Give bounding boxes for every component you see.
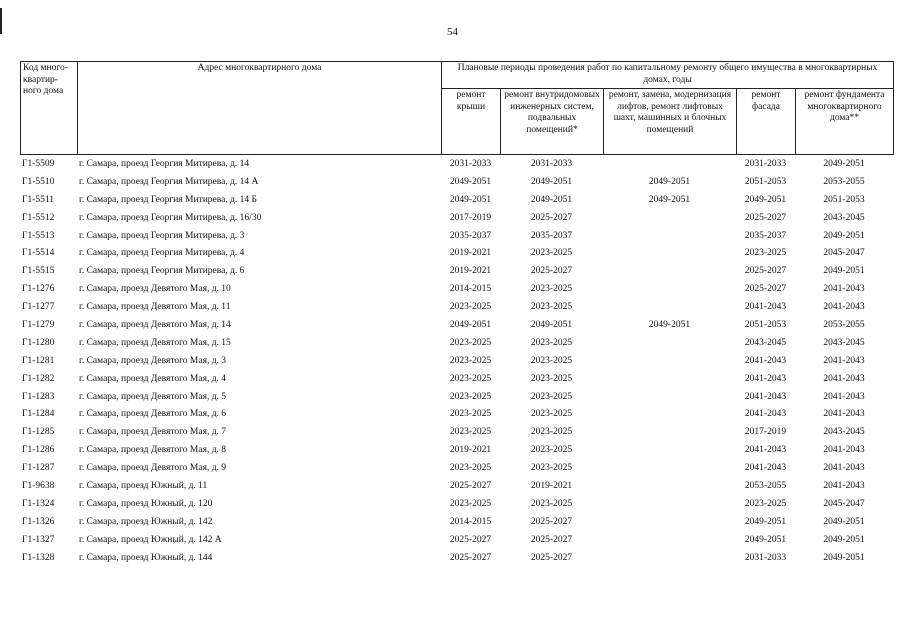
elevators-period-cell [603,495,736,513]
table-row [20,155,893,173]
table-row [20,477,893,495]
house-code-cell: Г1-1284 [22,409,55,420]
house-code-cell: Г1-1277 [22,302,55,313]
house-code-cell: Г1-1324 [22,498,55,509]
facade-period-cell: 2035-2037 [744,230,787,241]
foundation-period-cell: 2043-2045 [823,212,865,223]
house-code-cell: Г1-5514 [22,248,55,259]
address-cell: г. Самара, проезд Южный, д. 142 А [79,534,222,545]
elevators-period-cell [603,227,736,245]
systems-period-cell: 2025-2027 [530,266,573,277]
address-cell: г. Самара, проезд Девятого Мая, д. 9 [79,463,227,474]
systems-period-cell: 2023-2025 [530,409,573,420]
facade-period-cell: 2041-2043 [744,373,787,384]
table-row [20,173,893,191]
facade-period-cell: 2041-2043 [744,355,787,366]
address-cell: г. Самара, проезд Девятого Мая, д. 14 [79,319,231,330]
systems-period-cell: 2019-2021 [530,480,573,491]
header-facade: ремонт фасада [737,89,796,155]
elevators-period-cell [603,513,736,531]
house-code-cell: Г1-1285 [22,427,55,438]
elevators-period-cell: 2049-2051 [648,176,691,187]
table-row [20,298,893,316]
elevators-period-cell [603,298,736,316]
systems-period-cell: 2049-2051 [530,176,573,187]
systems-period-cell: 2023-2025 [530,337,573,348]
facade-period-cell: 2049-2051 [744,194,787,205]
roof-period-cell: 2023-2025 [449,302,492,313]
table-header [20,61,894,155]
roof-period-cell: 2023-2025 [449,409,492,420]
house-code-cell: Г1-1326 [22,516,55,527]
address-cell: г. Самара, проезд Девятого Мая, д. 11 [79,302,231,313]
roof-period-cell: 2023-2025 [449,337,492,348]
house-code-cell: Г1-5515 [22,266,55,277]
table-row [20,423,893,441]
house-code-cell: Г1-1279 [22,319,55,330]
roof-period-cell: 2019-2021 [449,248,492,259]
facade-period-cell: 2049-2051 [744,516,787,527]
capital-repair-table [20,61,893,566]
table-row [20,531,893,549]
roof-period-cell: 2023-2025 [449,463,492,474]
house-code-cell: Г1-1280 [22,337,55,348]
address-cell: г. Самара, проезд Девятого Мая, д. 10 [79,284,231,295]
systems-period-cell: 2025-2027 [530,534,573,545]
foundation-period-cell: 2045-2047 [823,248,865,259]
address-cell: г. Самара, проезд Южный, д. 11 [79,480,208,491]
house-code-cell: Г1-1282 [22,373,55,384]
systems-period-cell: 2023-2025 [530,391,573,402]
facade-period-cell: 2031-2033 [744,158,787,169]
address-cell: г. Самара, проезд Георгия Митирева, д. 14 Б [79,194,258,205]
address-cell: г. Самара, проезд Георгия Митирева, д. 16/30 [79,212,262,223]
address-cell: г. Самара, проезд Южный, д. 144 [79,552,213,563]
roof-period-cell: 2049-2051 [449,176,492,187]
foundation-period-cell: 2049-2051 [823,266,865,277]
systems-period-cell: 2025-2027 [530,212,573,223]
header-elevators: ремонт, замена, модернизация лифтов, ремонт лифтовых шахт, машинных и блочных помещений [604,89,737,155]
facade-period-cell: 2051-2053 [744,319,787,330]
table-row [20,227,893,245]
elevators-period-cell [603,334,736,352]
elevators-period-cell [603,388,736,406]
foundation-period-cell: 2041-2043 [823,355,865,366]
house-code-cell: Г1-5511 [22,194,55,205]
foundation-period-cell: 2041-2043 [823,445,865,456]
roof-period-cell: 2023-2025 [449,498,492,509]
facade-period-cell: 2023-2025 [744,248,787,259]
systems-period-cell: 2023-2025 [530,498,573,509]
foundation-period-cell: 2041-2043 [823,302,865,313]
house-code-cell: Г1-1286 [22,445,55,456]
foundation-period-cell: 2043-2045 [823,337,865,348]
foundation-period-cell: 2053-2055 [823,319,865,330]
systems-period-cell: 2023-2025 [530,445,573,456]
systems-period-cell: 2031-2033 [530,158,573,169]
foundation-period-cell: 2049-2051 [823,230,865,241]
header-roof: ремонт крыши [442,89,501,155]
elevators-period-cell [603,352,736,370]
table-row [20,549,893,567]
facade-period-cell: 2017-2019 [744,427,787,438]
roof-period-cell: 2031-2033 [449,158,492,169]
facade-period-cell: 2049-2051 [744,534,787,545]
foundation-period-cell: 2041-2043 [823,480,865,491]
address-cell: г. Самара, проезд Девятого Мая, д. 5 [79,391,227,402]
roof-period-cell: 2025-2027 [449,480,492,491]
table-row [20,316,893,334]
page-number: 54 [447,26,458,38]
address-cell: г. Самара, проезд Девятого Мая, д. 7 [79,427,227,438]
table-row [20,262,893,280]
facade-period-cell: 2041-2043 [744,302,787,313]
address-cell: г. Самара, проезд Южный, д. 120 [79,498,213,509]
elevators-period-cell [603,441,736,459]
address-cell: г. Самара, проезд Южный, д. 142 [79,516,213,527]
elevators-period-cell [603,280,736,298]
foundation-period-cell: 2041-2043 [823,409,865,420]
address-cell: г. Самара, проезд Девятого Мая, д. 8 [79,445,227,456]
facade-period-cell: 2025-2027 [744,266,787,277]
roof-period-cell: 2025-2027 [449,534,492,545]
roof-period-cell: 2023-2025 [449,391,492,402]
address-cell: г. Самара, проезд Георгия Митирева, д. 14 А [79,176,259,187]
foundation-period-cell: 2049-2051 [823,552,865,563]
systems-period-cell: 2023-2025 [530,248,573,259]
facade-period-cell: 2041-2043 [744,391,787,402]
house-code-cell: Г1-1287 [22,463,55,474]
facade-period-cell: 2023-2025 [744,498,787,509]
systems-period-cell: 2023-2025 [530,302,573,313]
foundation-period-cell: 2051-2053 [823,194,865,205]
table-row [20,191,893,209]
facade-period-cell: 2051-2053 [744,176,787,187]
roof-period-cell: 2014-2015 [449,516,492,527]
elevators-period-cell: 2049-2051 [648,194,691,205]
systems-period-cell: 2049-2051 [530,194,573,205]
systems-period-cell: 2023-2025 [530,463,573,474]
house-code-cell: Г1-1327 [22,534,55,545]
foundation-period-cell: 2049-2051 [823,534,865,545]
house-code-cell: Г1-5513 [22,230,55,241]
table-row [20,352,893,370]
elevators-period-cell [603,405,736,423]
systems-period-cell: 2035-2037 [530,230,573,241]
table-row [20,495,893,513]
header-periods: Плановые периоды проведения работ по капитальному ремонту общего имущества в многоквартирных домах, годы [442,62,894,89]
facade-period-cell: 2025-2027 [744,284,787,295]
elevators-period-cell [603,531,736,549]
house-code-cell: Г1-1281 [22,355,55,366]
house-code-cell: Г1-5512 [22,212,55,223]
elevators-period-cell [603,209,736,227]
address-cell: г. Самара, проезд Девятого Мая, д. 15 [79,337,231,348]
foundation-period-cell: 2049-2051 [823,516,865,527]
house-code-cell: Г1-1283 [22,391,55,402]
foundation-period-cell: 2043-2045 [823,427,865,438]
address-cell: г. Самара, проезд Девятого Мая, д. 3 [79,355,227,366]
table-row [20,209,893,227]
table-row [20,513,893,531]
roof-period-cell: 2025-2027 [449,552,492,563]
house-code-cell: Г1-1328 [22,552,55,563]
systems-period-cell: 2023-2025 [530,284,573,295]
table-row [20,244,893,262]
foundation-period-cell: 2041-2043 [823,284,865,295]
roof-period-cell: 2049-2051 [449,194,492,205]
table-row [20,334,893,352]
header-code: Код много-квартир-ного дома [21,62,78,155]
house-code-cell: Г1-5510 [22,176,55,187]
roof-period-cell: 2014-2015 [449,284,492,295]
header-address: Адрес многоквартирного дома [78,62,442,155]
facade-period-cell: 2041-2043 [744,409,787,420]
elevators-period-cell [603,549,736,567]
roof-period-cell: 2035-2037 [449,230,492,241]
address-cell: г. Самара, проезд Девятого Мая, д. 4 [79,373,227,384]
facade-period-cell: 2053-2055 [744,480,787,491]
foundation-period-cell: 2041-2043 [823,391,865,402]
foundation-period-cell: 2045-2047 [823,498,865,509]
table-row [20,441,893,459]
address-cell: г. Самара, проезд Георгия Митирева, д. 4 [79,248,245,259]
facade-period-cell: 2043-2045 [744,337,787,348]
elevators-period-cell [603,370,736,388]
systems-period-cell: 2023-2025 [530,427,573,438]
systems-period-cell: 2049-2051 [530,319,573,330]
house-code-cell: Г1-5509 [22,158,55,169]
house-code-cell: Г1-1276 [22,284,55,295]
roof-period-cell: 2019-2021 [449,266,492,277]
roof-period-cell: 2023-2025 [449,373,492,384]
elevators-period-cell [603,155,736,173]
foundation-period-cell: 2053-2055 [823,176,865,187]
table-row [20,388,893,406]
elevators-period-cell [603,262,736,280]
table-row [20,370,893,388]
address-cell: г. Самара, проезд Георгия Митирева, д. 14 [79,158,250,169]
house-code-cell: Г1-9638 [22,480,55,491]
roof-period-cell: 2017-2019 [449,212,492,223]
foundation-period-cell: 2041-2043 [823,373,865,384]
systems-period-cell: 2025-2027 [530,552,573,563]
elevators-period-cell: 2049-2051 [648,319,691,330]
table-row [20,405,893,423]
elevators-period-cell [603,244,736,262]
address-cell: г. Самара, проезд Георгия Митирева, д. 3 [79,230,245,241]
elevators-period-cell [603,477,736,495]
systems-period-cell: 2025-2027 [530,516,573,527]
table-body [20,155,893,566]
header-systems: ремонт внутридомовых инженерных систем, подвальных помещений* [501,89,604,155]
header-foundation: ремонт фундамента многоквартирного дома** [796,89,894,155]
table-row [20,280,893,298]
table-row [20,459,893,477]
facade-period-cell: 2041-2043 [744,445,787,456]
elevators-period-cell [603,459,736,477]
facade-period-cell: 2031-2033 [744,552,787,563]
foundation-period-cell: 2049-2051 [823,158,865,169]
roof-period-cell: 2019-2021 [449,445,492,456]
facade-period-cell: 2025-2027 [744,212,787,223]
systems-period-cell: 2023-2025 [530,373,573,384]
roof-period-cell: 2049-2051 [449,319,492,330]
facade-period-cell: 2041-2043 [744,463,787,474]
foundation-period-cell: 2041-2043 [823,463,865,474]
roof-period-cell: 2023-2025 [449,427,492,438]
address-cell: г. Самара, проезд Георгия Митирева, д. 6 [79,266,245,277]
address-cell: г. Самара, проезд Девятого Мая, д. 6 [79,409,227,420]
roof-period-cell: 2023-2025 [449,355,492,366]
systems-period-cell: 2023-2025 [530,355,573,366]
elevators-period-cell [603,423,736,441]
